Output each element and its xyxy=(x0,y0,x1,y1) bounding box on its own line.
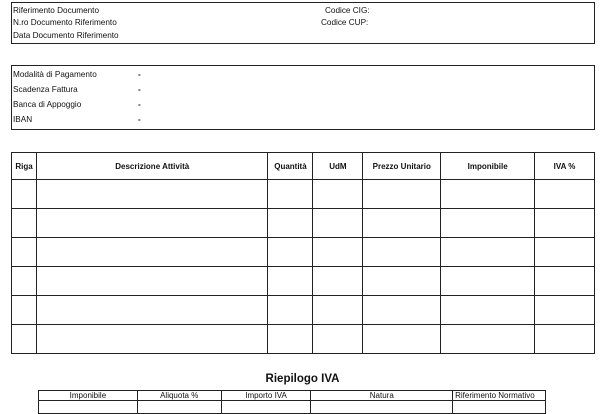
codice-cig-label: Codice CIG: xyxy=(325,6,370,15)
col-header-riga: Riga xyxy=(12,153,37,180)
table-row xyxy=(12,238,595,267)
col-header-udm: UdM xyxy=(313,153,363,180)
col-header-prezzo-unitario: Prezzo Unitario xyxy=(363,153,441,180)
banca-appoggio-label: Banca di Appoggio xyxy=(13,100,82,109)
table-row xyxy=(12,296,595,325)
riep-header-imponibile: Imponibile xyxy=(39,391,138,401)
iban-label: IBAN xyxy=(13,115,33,124)
riep-header-riferimento-normativo: Riferimento Normativo xyxy=(453,391,546,401)
modalita-pagamento-value: - xyxy=(138,70,141,79)
payment-box xyxy=(11,65,595,130)
riepilogo-header xyxy=(39,391,546,401)
table-row xyxy=(12,180,595,209)
scadenza-fattura-value: - xyxy=(138,85,141,94)
activity-table-header xyxy=(12,153,595,180)
riep-header-aliquota: Aliquota % xyxy=(137,391,221,401)
scadenza-fattura-label: Scadenza Fattura xyxy=(13,85,78,94)
riep-header-natura: Natura xyxy=(311,391,453,401)
table-row xyxy=(39,401,546,414)
nro-documento-label: N.ro Documento Riferimento xyxy=(13,18,117,27)
table-row xyxy=(12,209,595,238)
iban-value: - xyxy=(138,115,141,124)
table-row xyxy=(12,325,595,354)
riferimento-documento-label: Riferimento Documento xyxy=(13,6,100,15)
riepilogo-iva-table xyxy=(38,390,546,414)
col-header-quantita: Quantità xyxy=(268,153,313,180)
codice-cup-label: Codice CUP: xyxy=(321,18,369,27)
data-documento-label: Data Documento Riferimento xyxy=(13,31,119,40)
col-header-iva: IVA % xyxy=(535,153,595,180)
modalita-pagamento-label: Modalità di Pagamento xyxy=(13,70,97,79)
riepilogo-iva-title: Riepilogo IVA xyxy=(265,373,340,385)
table-row xyxy=(12,267,595,296)
reference-box xyxy=(11,2,595,44)
col-header-imponibile: Imponibile xyxy=(441,153,535,180)
col-header-descrizione: Descrizione Attività xyxy=(36,153,268,180)
riep-header-importo-iva: Importo IVA xyxy=(221,391,311,401)
activity-table xyxy=(11,152,595,354)
banca-appoggio-value: - xyxy=(138,100,141,109)
